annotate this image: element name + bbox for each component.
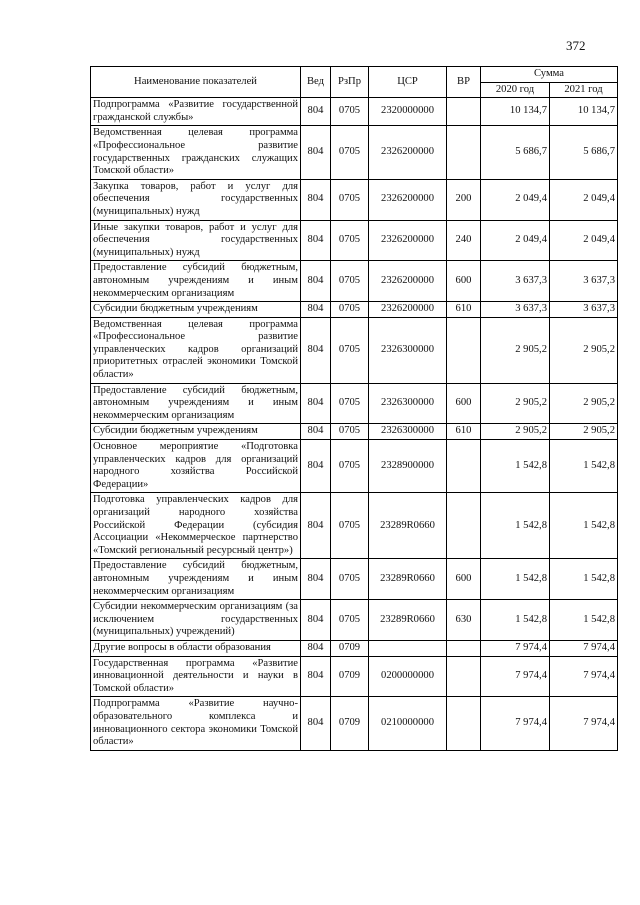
table-row <box>91 559 618 600</box>
row-sum-2021-cell: 2 049,4 <box>550 179 618 220</box>
row-ved-cell: 804 <box>301 440 331 493</box>
row-sum-2020-cell: 2 905,2 <box>481 317 550 383</box>
table-row <box>91 220 618 261</box>
row-vr-cell <box>447 317 481 383</box>
row-csr-cell: 0210000000 <box>369 697 447 750</box>
table-row <box>91 697 618 750</box>
row-vr-cell <box>447 640 481 656</box>
row-vr-cell <box>447 98 481 126</box>
row-sum-2021-cell: 2 905,2 <box>550 424 618 440</box>
row-vr-cell: 630 <box>447 600 481 641</box>
row-sum-2020-cell: 2 905,2 <box>481 424 550 440</box>
page-number: 372 <box>566 38 586 53</box>
table-row <box>91 383 618 424</box>
row-sum-2021-cell: 3 637,3 <box>550 261 618 302</box>
row-csr-cell: 23289R0660 <box>369 559 447 600</box>
row-ved-cell: 804 <box>301 317 331 383</box>
row-name-cell: Ведомственная целевая программа «Профессиональное развитие государственных гражданских служащих Томской области» <box>91 126 301 179</box>
row-sum-2020-cell: 7 974,4 <box>481 697 550 750</box>
row-name-cell: Государственная программа «Развитие инновационной деятельности и науки в Томской области» <box>91 656 301 697</box>
row-vr-cell: 240 <box>447 220 481 261</box>
row-csr-cell: 2326200000 <box>369 220 447 261</box>
row-sum-2020-cell: 5 686,7 <box>481 126 550 179</box>
row-vr-cell: 610 <box>447 424 481 440</box>
row-sum-2020-cell: 1 542,8 <box>481 440 550 493</box>
row-sum-2021-cell: 2 049,4 <box>550 220 618 261</box>
row-name-cell: Основное мероприятие «Подготовка управленческих кадров для организаций народного хозяйства Российской Федерации» <box>91 440 301 493</box>
row-vr-cell: 600 <box>447 261 481 302</box>
row-csr-cell: 0200000000 <box>369 656 447 697</box>
row-rzpr-cell: 0705 <box>331 600 369 641</box>
row-name-cell: Иные закупки товаров, работ и услуг для обеспечения государственных (муниципальных) нужд <box>91 220 301 261</box>
row-ved-cell: 804 <box>301 302 331 318</box>
row-sum-2021-cell: 3 637,3 <box>550 302 618 318</box>
row-csr-cell: 23289R0660 <box>369 600 447 641</box>
row-name-cell: Закупка товаров, работ и услуг для обеспечения государственных (муниципальных) нужд <box>91 179 301 220</box>
row-rzpr-cell: 0709 <box>331 656 369 697</box>
row-rzpr-cell: 0705 <box>331 383 369 424</box>
table-row <box>91 440 618 493</box>
row-vr-cell: 200 <box>447 179 481 220</box>
row-ved-cell: 804 <box>301 656 331 697</box>
row-sum-2020-cell: 7 974,4 <box>481 640 550 656</box>
row-rzpr-cell: 0705 <box>331 440 369 493</box>
row-csr-cell: 23289R0660 <box>369 493 447 559</box>
table-row <box>91 179 618 220</box>
table-row <box>91 317 618 383</box>
row-csr-cell: 2328900000 <box>369 440 447 493</box>
row-sum-2021-cell: 1 542,8 <box>550 600 618 641</box>
row-sum-2021-cell: 7 974,4 <box>550 640 618 656</box>
row-rzpr-cell: 0705 <box>331 98 369 126</box>
row-sum-2020-cell: 10 134,7 <box>481 98 550 126</box>
row-sum-2020-cell: 3 637,3 <box>481 302 550 318</box>
row-name-cell: Субсидии бюджетным учреждениям <box>91 302 301 318</box>
table-row <box>91 126 618 179</box>
row-rzpr-cell: 0705 <box>331 317 369 383</box>
header-vr: ВР <box>447 67 481 98</box>
row-csr-cell: 2326200000 <box>369 179 447 220</box>
row-name-cell: Предоставление субсидий бюджетным, автономным учреждениям и иным некоммерческим организациям <box>91 383 301 424</box>
row-name-cell: Предоставление субсидий бюджетным, автономным учреждениям и иным некоммерческим организациям <box>91 261 301 302</box>
row-ved-cell: 804 <box>301 424 331 440</box>
row-sum-2020-cell: 2 049,4 <box>481 220 550 261</box>
row-sum-2020-cell: 7 974,4 <box>481 656 550 697</box>
table-row <box>91 261 618 302</box>
table-row <box>91 600 618 641</box>
row-csr-cell: 2326300000 <box>369 317 447 383</box>
row-ved-cell: 804 <box>301 493 331 559</box>
row-ved-cell: 804 <box>301 640 331 656</box>
header-csr: ЦСР <box>369 67 447 98</box>
row-ved-cell: 804 <box>301 383 331 424</box>
row-vr-cell <box>447 126 481 179</box>
row-sum-2020-cell: 2 905,2 <box>481 383 550 424</box>
row-sum-2020-cell: 1 542,8 <box>481 600 550 641</box>
row-name-cell: Субсидии некоммерческим организациям (за исключением государственных (муниципальных) учреждений) <box>91 600 301 641</box>
row-name-cell: Подпрограмма «Развитие государственной гражданской службы» <box>91 98 301 126</box>
row-ved-cell: 804 <box>301 220 331 261</box>
row-csr-cell: 2326200000 <box>369 126 447 179</box>
table-row <box>91 493 618 559</box>
row-name-cell: Ведомственная целевая программа «Профессиональное развитие управленческих кадров организаций приоритетных отраслей экономики Томской области» <box>91 317 301 383</box>
row-csr-cell: 2326300000 <box>369 383 447 424</box>
row-rzpr-cell: 0709 <box>331 640 369 656</box>
table-row <box>91 424 618 440</box>
row-rzpr-cell: 0705 <box>331 302 369 318</box>
row-rzpr-cell: 0705 <box>331 493 369 559</box>
row-sum-2021-cell: 1 542,8 <box>550 559 618 600</box>
row-sum-2020-cell: 1 542,8 <box>481 493 550 559</box>
row-ved-cell: 804 <box>301 697 331 750</box>
row-sum-2020-cell: 2 049,4 <box>481 179 550 220</box>
row-csr-cell: 2320000000 <box>369 98 447 126</box>
row-name-cell: Субсидии бюджетным учреждениям <box>91 424 301 440</box>
table-row <box>91 302 618 318</box>
header-rzpr: РзПр <box>331 67 369 98</box>
row-sum-2021-cell: 7 974,4 <box>550 656 618 697</box>
row-csr-cell: 2326200000 <box>369 302 447 318</box>
row-rzpr-cell: 0705 <box>331 424 369 440</box>
row-vr-cell <box>447 697 481 750</box>
row-rzpr-cell: 0709 <box>331 697 369 750</box>
row-sum-2021-cell: 1 542,8 <box>550 493 618 559</box>
row-rzpr-cell: 0705 <box>331 220 369 261</box>
row-sum-2021-cell: 1 542,8 <box>550 440 618 493</box>
row-ved-cell: 804 <box>301 600 331 641</box>
row-csr-cell: 2326200000 <box>369 261 447 302</box>
row-name-cell: Предоставление субсидий бюджетным, автономным учреждениям и иным некоммерческим организациям <box>91 559 301 600</box>
row-vr-cell: 610 <box>447 302 481 318</box>
row-name-cell: Подготовка управленческих кадров для организаций народного хозяйства Российской Федерации (субсидия Ассоциации «Некоммерческое партнерство «Томский региональный ресурсный центр») <box>91 493 301 559</box>
row-ved-cell: 804 <box>301 261 331 302</box>
row-vr-cell <box>447 493 481 559</box>
row-csr-cell <box>369 640 447 656</box>
row-rzpr-cell: 0705 <box>331 559 369 600</box>
row-rzpr-cell: 0705 <box>331 126 369 179</box>
row-ved-cell: 804 <box>301 98 331 126</box>
row-name-cell: Другие вопросы в области образования <box>91 640 301 656</box>
budget-table <box>90 66 618 751</box>
row-sum-2021-cell: 7 974,4 <box>550 697 618 750</box>
header-sum: Сумма <box>481 67 618 83</box>
row-csr-cell: 2326300000 <box>369 424 447 440</box>
header-ved: Вед <box>301 67 331 98</box>
row-sum-2020-cell: 1 542,8 <box>481 559 550 600</box>
row-sum-2020-cell: 3 637,3 <box>481 261 550 302</box>
row-rzpr-cell: 0705 <box>331 261 369 302</box>
row-vr-cell: 600 <box>447 383 481 424</box>
row-sum-2021-cell: 5 686,7 <box>550 126 618 179</box>
row-sum-2021-cell: 10 134,7 <box>550 98 618 126</box>
row-vr-cell <box>447 656 481 697</box>
table-row <box>91 98 618 126</box>
row-ved-cell: 804 <box>301 179 331 220</box>
row-ved-cell: 804 <box>301 126 331 179</box>
table-row <box>91 656 618 697</box>
row-name-cell: Подпрограмма «Развитие научно-образовательного комплекса и инновационного сектора экономики Томской области» <box>91 697 301 750</box>
row-sum-2021-cell: 2 905,2 <box>550 317 618 383</box>
row-vr-cell <box>447 440 481 493</box>
table-row <box>91 640 618 656</box>
header-year-2020: 2020 год <box>481 82 550 98</box>
row-ved-cell: 804 <box>301 559 331 600</box>
row-vr-cell: 600 <box>447 559 481 600</box>
row-sum-2021-cell: 2 905,2 <box>550 383 618 424</box>
row-rzpr-cell: 0705 <box>331 179 369 220</box>
header-name: Наименование показателей <box>91 67 301 98</box>
header-year-2021: 2021 год <box>550 82 618 98</box>
